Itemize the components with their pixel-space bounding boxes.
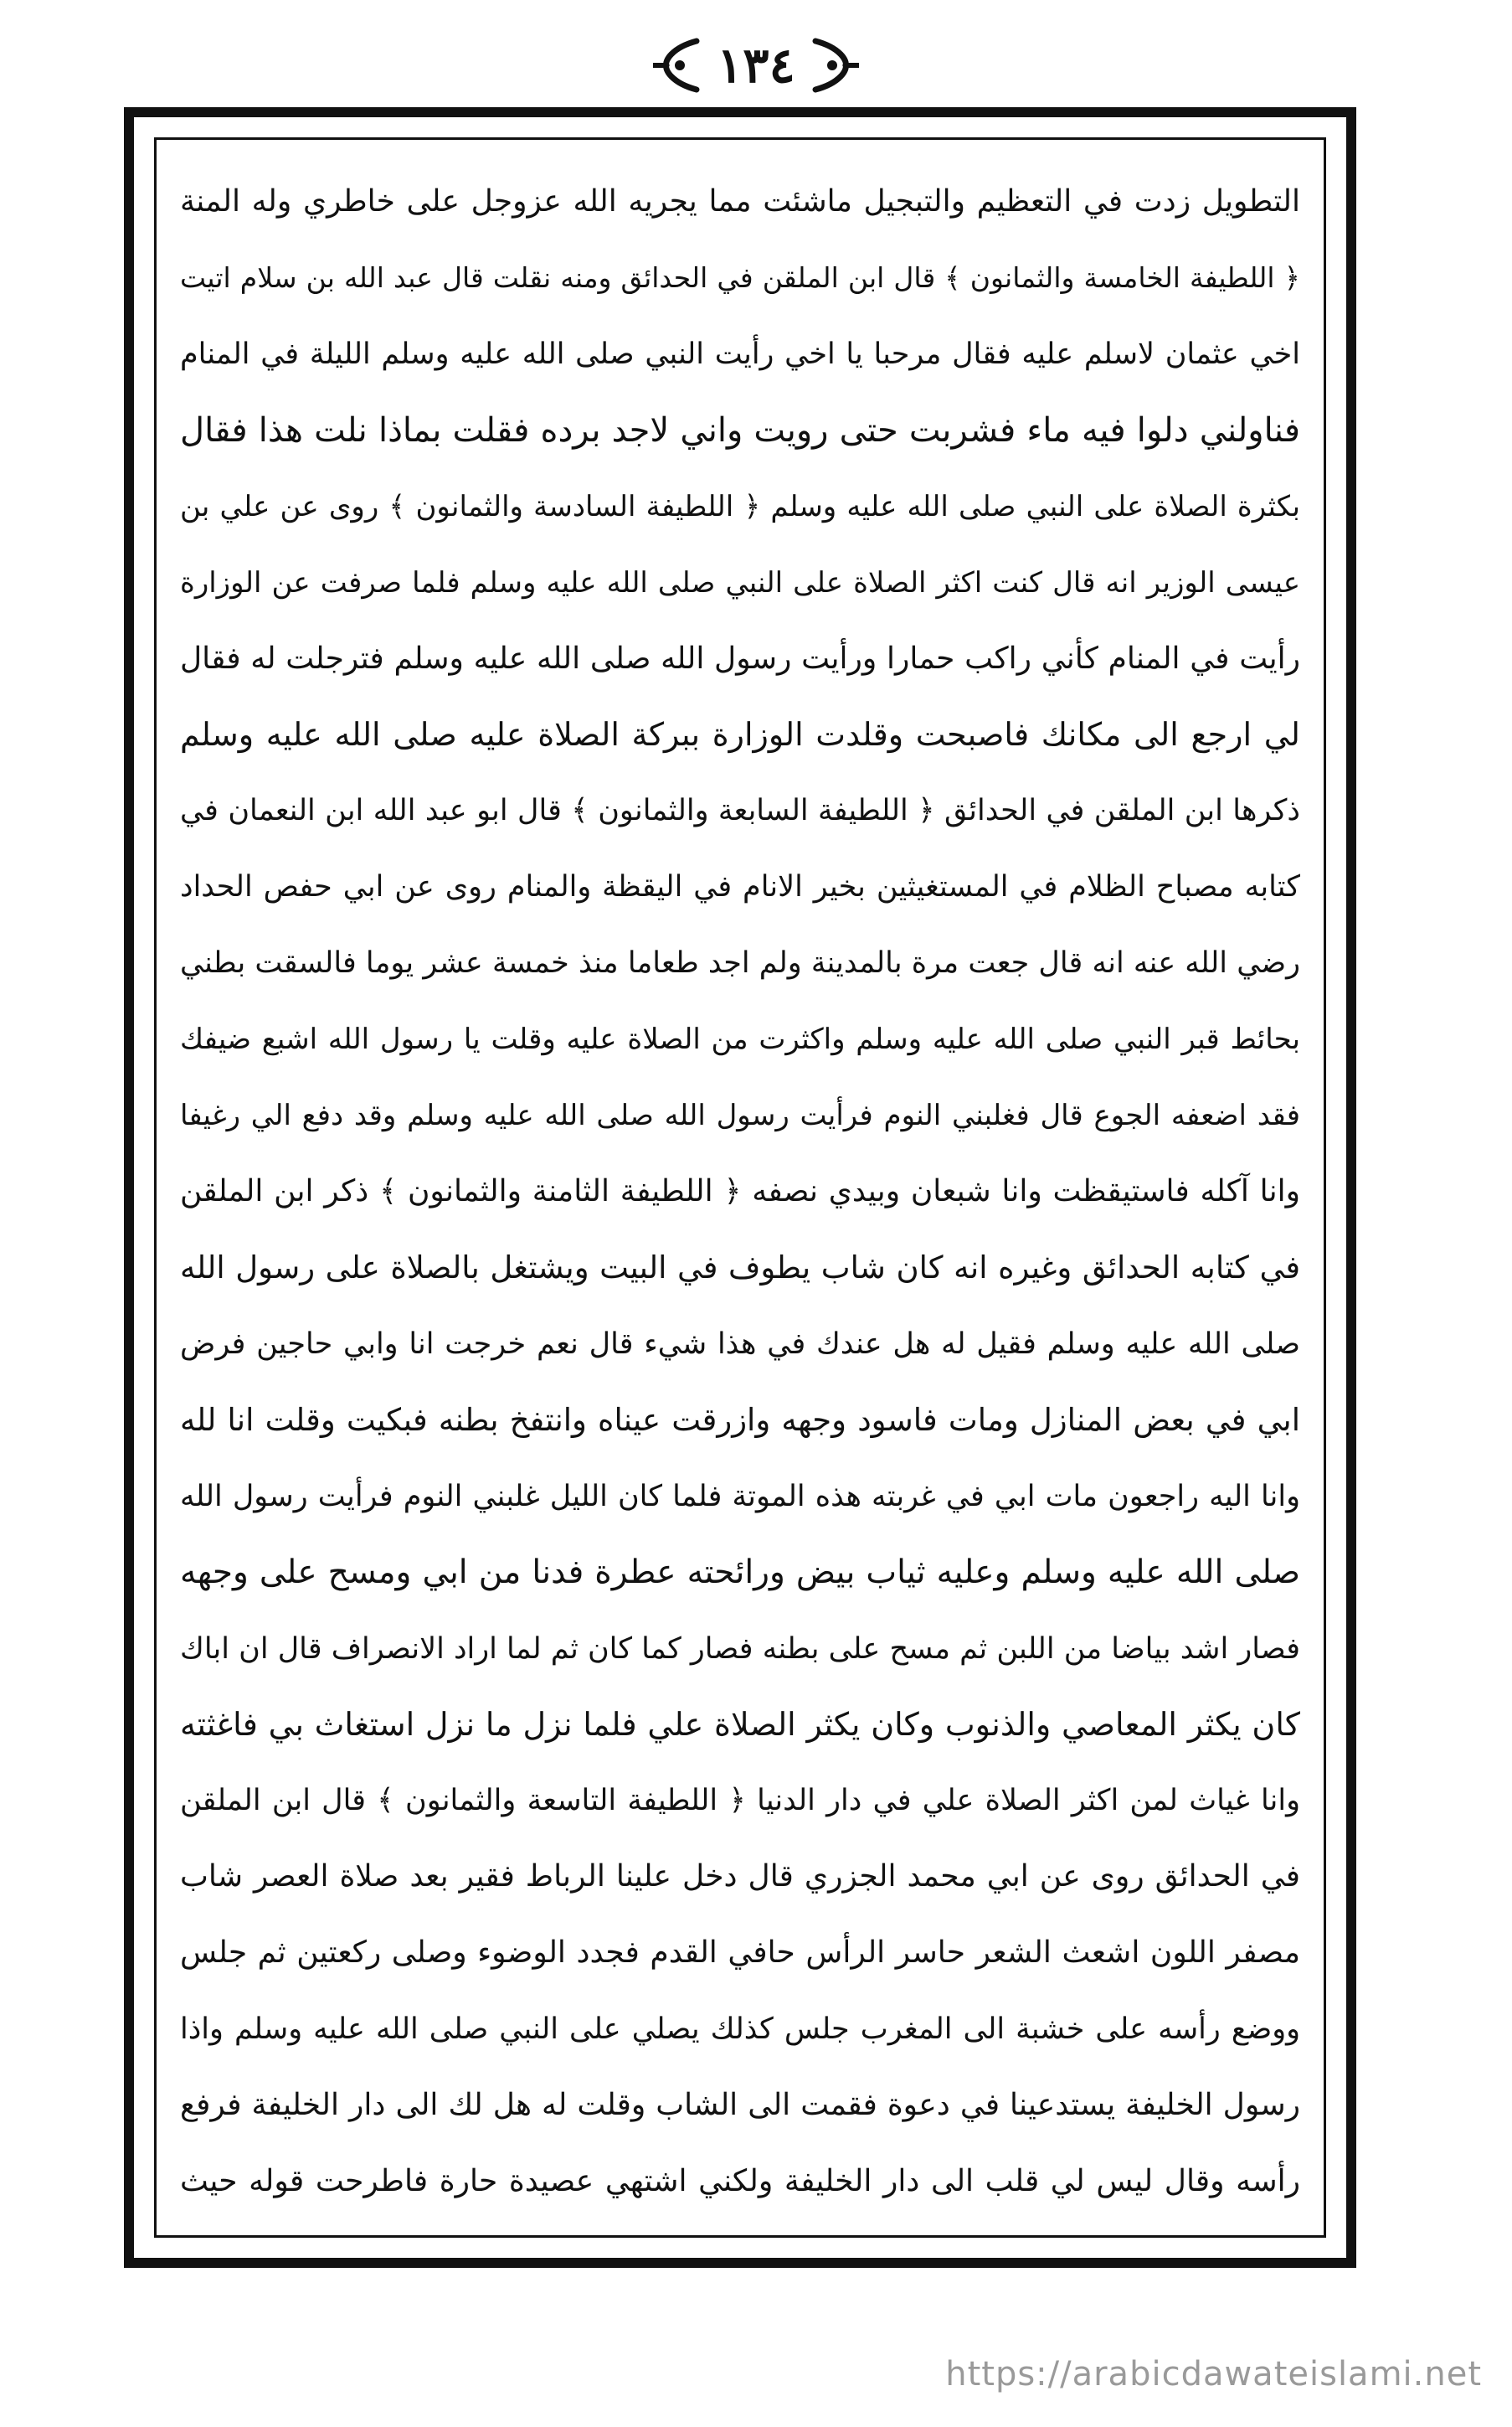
right-ornament-icon: [807, 36, 866, 95]
text-line: مصفر اللون اشعث الشعر حاسر الرأس حافي القدم فجدد الوضوء وصلى ركعتين ثم جلس: [180, 1935, 1300, 1971]
text-line: في الحدائق روى عن ابي محمد الجزري قال دخل علينا الرباط فقير بعد صلاة العصر شاب: [180, 1859, 1300, 1894]
text-line: فقد اضعفه الجوع قال فغلبني النوم فرأيت رسول الله صلى الله عليه وسلم وقد دفع الي رغيفا: [180, 1099, 1300, 1133]
page-number: ۱۳٤: [717, 37, 795, 94]
text-line: ابي في بعض المنازل ومات فاسود وجهه وازرقت عيناه وانتفخ بطنه فبكيت وقلت انا لله: [180, 1401, 1300, 1438]
page-number-ornament-group: [646, 36, 865, 95]
text-line: رسول الخليفة يستدعينا في دعوة فقمت الى الشاب وقلت له هل لك الى دار الخليفة فرفع: [180, 2088, 1300, 2123]
text-line: رأيت في المنام كأني راكب حمارا ورأيت رسول الله صلى الله عليه وسلم فترجلت له فقال: [180, 641, 1300, 676]
text-line: بكثرة الصلاة على النبي صلى الله عليه وسلم ﴿ اللطيفة السادسة والثمانون ﴾ روى عن علي بن: [180, 489, 1300, 523]
text-line: رضي الله عنه انه قال جعت مرة بالمدينة ولم اجد طعاما منذ خمسة عشر يوما فالسقت بطني: [180, 946, 1300, 981]
text-line: لي ارجع الى مكانك فاصبحت وقلدت الوزارة ببركة الصلاة عليه صلى الله عليه وسلم: [180, 716, 1300, 754]
text-line: وانا آكله فاستيقظت وانا شبعان وبيدي نصفه ﴿ اللطيفة الثامنة والثمانون ﴾ ذكر ابن الملقن: [180, 1173, 1300, 1208]
text-line: كتابه مصباح الظلام في المستغيثين بخير الانام في اليقظة والمنام روى عن ابي حفص الحداد: [180, 870, 1300, 904]
page-header: [0, 15, 1512, 116]
text-line: فناولني دلوا فيه ماء فشربت حتى رويت واني لاجد برده فقلت بماذا نلت هذا فقال: [180, 410, 1300, 450]
text-body: [154, 137, 1326, 2238]
text-line: ووضع رأسه على خشبة الى المغرب جلس كذلك يصلي على النبي صلى الله عليه وسلم واذا: [180, 2012, 1300, 2047]
text-line: فصار اشد بياضا من اللبن ثم مسح على بطنه فصار كما كان ثم لما اراد الانصراف قال ان اباك: [180, 1631, 1300, 1666]
left-ornament-icon: [646, 36, 705, 95]
text-line: في كتابه الحدائق وغيره انه كان شاب يطوف في البيت ويشتغل بالصلاة على رسول الله: [180, 1249, 1300, 1286]
text-line: التطويل زدت في التعظيم والتبجيل ماشئت مما يجريه الله عزوجل على خاطري وله المنة: [180, 184, 1300, 219]
text-line: كان يكثر المعاصي والذنوب وكان يكثر الصلاة علي فلما نزل ما نزل استغاث بي فاغثته: [180, 1706, 1300, 1744]
text-line: صلى الله عليه وسلم فقيل له هل عندك في هذا شيء قال نعم خرجت انا وابي حاجين فرض: [180, 1327, 1300, 1361]
text-line: وانا غياث لمن اكثر الصلاة علي في دار الدنيا ﴿ اللطيفة التاسعة والثمانون ﴾ قال ابن الملقن: [180, 1784, 1300, 1818]
text-line: اخي عثمان لاسلم عليه فقال مرحبا يا اخي رأيت النبي صلى الله عليه وسلم الليلة في المنام: [180, 337, 1300, 371]
text-line: عيسى الوزير انه قال كنت اكثر الصلاة على النبي صلى الله عليه وسلم فلما صرفت عن الوزارة: [180, 565, 1300, 600]
page-border-frame: [124, 107, 1356, 2268]
text-line: وانا اليه راجعون مات ابي في غربته هذه الموتة فلما كان الليل غلبني النوم فرأيت رسول الله: [180, 1479, 1300, 1513]
text-line: صلى الله عليه وسلم وعليه ثياب بيض ورائحته عطرة فدنا من ابي ومسح على وجهه: [180, 1553, 1300, 1591]
text-line: رأسه وقال ليس لي قلب الى دار الخليفة ولكني اشتهي عصيدة حارة فاطرحت قوله حيث: [180, 2163, 1300, 2198]
watermark-url: https://arabicdawateislami.net: [945, 2355, 1482, 2394]
text-line: ﴿ اللطيفة الخامسة والثمانون ﴾ قال ابن الملقن في الحدائق ومنه نقلت قال عبد الله بن سلام اتيت: [180, 260, 1300, 294]
text-line: ذكرها ابن الملقن في الحدائق ﴿ اللطيفة السابعة والثمانون ﴾ قال ابو عبد الله ابن النعمان في: [180, 794, 1300, 828]
text-line: بحائط قبر النبي صلى الله عليه وسلم واكثرت من الصلاة عليه وقلت يا رسول الله اشبع ضيفك: [180, 1023, 1300, 1057]
